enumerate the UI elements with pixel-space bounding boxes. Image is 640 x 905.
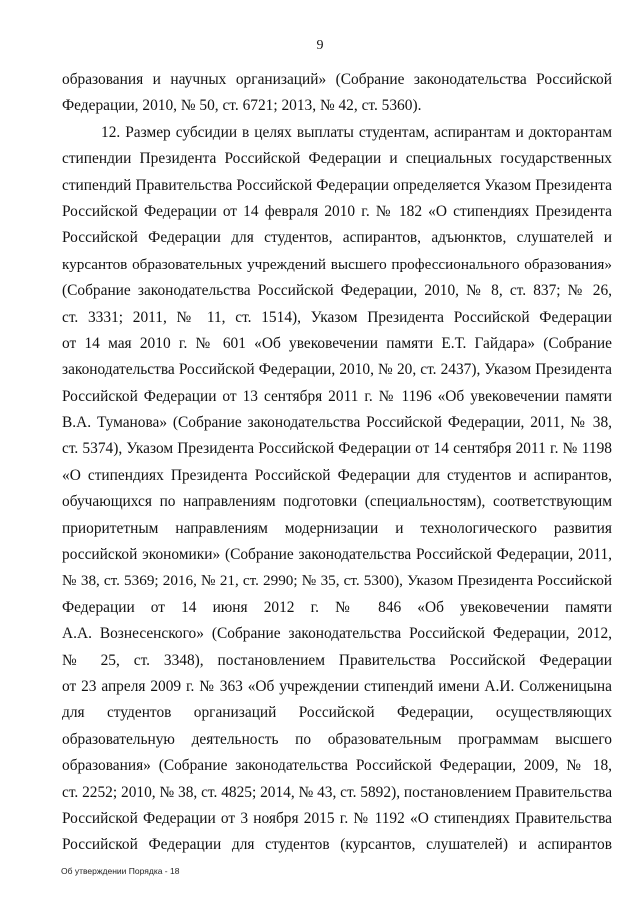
- text-line: Федерации от 14 июня 2012 г. № 846 «Об увековечении памяти: [62, 598, 612, 616]
- paragraph-first-line: 12. Размер субсидии в целях выплаты студентам, аспирантам и докторантам: [101, 123, 612, 141]
- text-line: Российской Федерации для студентов (курсантов, слушателей) и аспирантов: [62, 836, 612, 854]
- text-line: от 14 мая 2010 г. № 601 «Об увековечении памяти Е.Т. Гайдара» (Собрание: [62, 334, 612, 352]
- footer-note: Об утверждении Порядка - 18: [61, 866, 180, 876]
- text-line: Российской Федерации от 13 сентября 2011 г. № 1196 «Об увековечении памяти: [62, 387, 612, 405]
- text-line: (Собрание законодательства Российской Федерации, 2010, № 8, ст. 837; № 26,: [62, 282, 612, 300]
- text-line: ст. 5374), Указом Президента Российской Федерации от 14 сентября 2011 г. № 1198: [62, 440, 612, 458]
- text-line: курсантов образовательных учреждений высшего профессионального образования»: [62, 255, 612, 273]
- text-line: № 25, ст. 3348), постановлением Правительства Российской Федерации: [62, 651, 612, 669]
- page-number: 9: [316, 38, 324, 53]
- text-line: законодательства Российской Федерации, 2010, № 20, ст. 2437), Указом Президента: [62, 361, 612, 379]
- text-line: для студентов организаций Российской Федерации, осуществляющих: [62, 704, 612, 722]
- text-line: Российской Федерации от 3 ноября 2015 г. № 1192 «О стипендиях Правительства: [62, 809, 612, 827]
- text-line: ст. 3331; 2011, № 11, ст. 1514), Указом Президента Российской Федерации: [62, 308, 612, 326]
- text-line: Российской Федерации для студентов, аспирантов, адъюнктов, слушателей и: [62, 229, 612, 247]
- text-line: Федерации, 2010, № 50, ст. 6721; 2013, № 42, ст. 5360).: [62, 97, 422, 115]
- text-line: от 23 апреля 2009 г. № 363 «Об учреждении стипендий имени А.И. Солженицына: [62, 677, 612, 695]
- text-line: ст. 2252; 2010, № 38, ст. 4825; 2014, № 43, ст. 5892), постановлением Правительства: [62, 783, 612, 801]
- text-line: А.А. Вознесенского» (Собрание законодательства Российской Федерации, 2012,: [62, 625, 612, 643]
- body-text: [62, 67, 612, 859]
- text-line: образования» (Собрание законодательства Российской Федерации, 2009, № 18,: [62, 757, 612, 775]
- text-line: обучающихся по направлениям подготовки (специальностям), соответствующим: [62, 493, 612, 511]
- text-line: образовательную деятельность по образовательным программам высшего: [62, 730, 612, 748]
- text-line: приоритетным направлениям модернизации и технологического развития: [62, 519, 612, 537]
- text-line: стипендии Президента Российской Федерации и специальных государственных: [62, 150, 612, 168]
- text-line: Российской Федерации от 14 февраля 2010 г. № 182 «О стипендиях Президента: [62, 202, 612, 220]
- text-line: российской экономики» (Собрание законодательства Российской Федерации, 2011,: [62, 546, 612, 564]
- text-line: «О стипендиях Президента Российской Федерации для студентов и аспирантов,: [62, 466, 612, 484]
- text-line: № 38, ст. 5369; 2016, № 21, ст. 2990; № 35, ст. 5300), Указом Президента Российской: [62, 572, 612, 590]
- text-line: образования и научных организаций» (Собрание законодательства Российской: [62, 71, 612, 88]
- text-line: В.А. Туманова» (Собрание законодательства Российской Федерации, 2011, № 38,: [62, 414, 612, 432]
- text-line: стипендий Правительства Российской Федерации определяется Указом Президента: [62, 176, 612, 194]
